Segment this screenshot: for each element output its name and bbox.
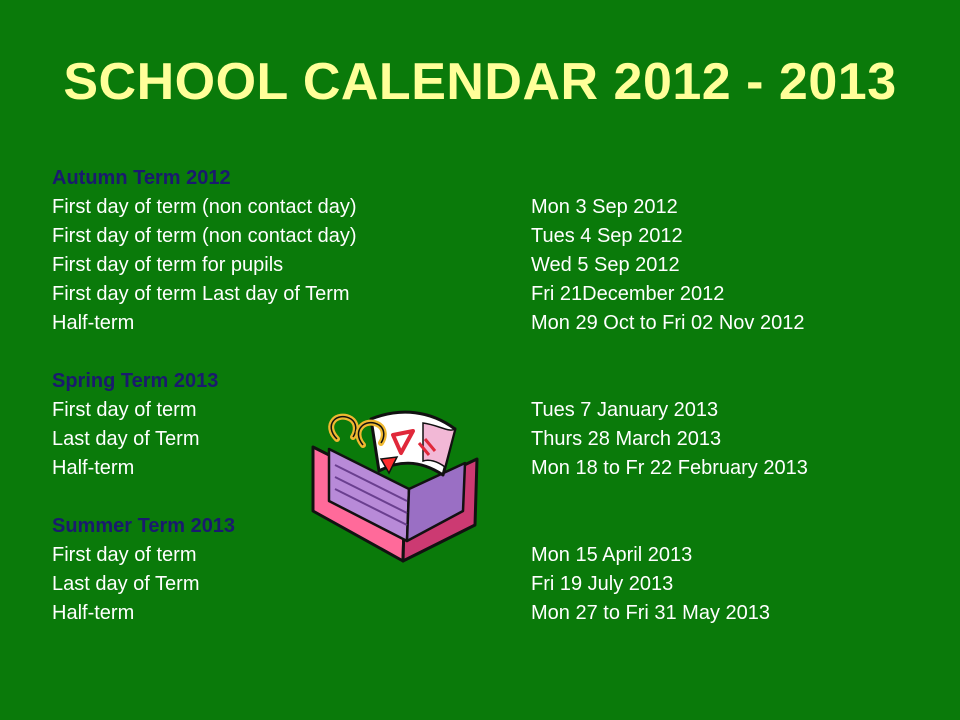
- calendar-row: [52, 599, 932, 628]
- row-label: First day of term (non contact day): [52, 225, 357, 247]
- row-label: First day of term for pupils: [52, 254, 284, 276]
- section-spring: [52, 367, 932, 483]
- row-label: First day of term (non contact day): [52, 196, 357, 218]
- row-date: Tues 7 January 2013: [531, 399, 719, 421]
- section-summer: [52, 512, 932, 628]
- section-heading: Autumn Term 2012: [52, 167, 231, 189]
- row-date: Fri 21December 2012: [531, 283, 725, 305]
- calendar-row: [52, 222, 932, 251]
- calendar-row: [52, 309, 932, 338]
- calendar-row: [52, 425, 932, 454]
- row-label: First day of term: [52, 544, 197, 566]
- calendar-row: [52, 193, 932, 222]
- row-label: Last day of Term: [52, 428, 200, 450]
- page-title: SCHOOL CALENDAR 2012 - 2013: [63, 53, 897, 111]
- calendar-row: [52, 541, 932, 570]
- row-date: Fri 19 July 2013: [531, 573, 674, 595]
- calendar-content: [52, 164, 932, 657]
- row-date: Mon 29 Oct to Fri 02 Nov 2012: [531, 312, 805, 334]
- section-autumn: [52, 164, 932, 338]
- row-date: Tues 4 Sep 2012: [531, 225, 683, 247]
- row-label: First day of term Last day of Term: [52, 283, 350, 305]
- row-label: Last day of Term: [52, 573, 200, 595]
- row-date: Mon 27 to Fri 31 May 2013: [531, 602, 771, 624]
- calendar-row: [52, 280, 932, 309]
- calendar-row: [52, 396, 932, 425]
- row-label: Half-term: [52, 312, 135, 334]
- row-date: Wed 5 Sep 2012: [531, 254, 680, 276]
- calendar-clipart-icon: [305, 405, 485, 565]
- calendar-row: [52, 454, 932, 483]
- section-heading: Spring Term 2013: [52, 370, 219, 392]
- section-heading: Summer Term 2013: [52, 515, 236, 537]
- row-date: Mon 3 Sep 2012: [531, 196, 678, 218]
- row-label: Half-term: [52, 602, 135, 624]
- calendar-row: [52, 570, 932, 599]
- row-date: Mon 18 to Fr 22 February 2013: [531, 457, 808, 479]
- row-label: First day of term: [52, 399, 197, 421]
- calendar-row: [52, 251, 932, 280]
- row-date: Mon 15 April 2013: [531, 544, 693, 566]
- row-date: Thurs 28 March 2013: [531, 428, 722, 450]
- row-label: Half-term: [52, 457, 135, 479]
